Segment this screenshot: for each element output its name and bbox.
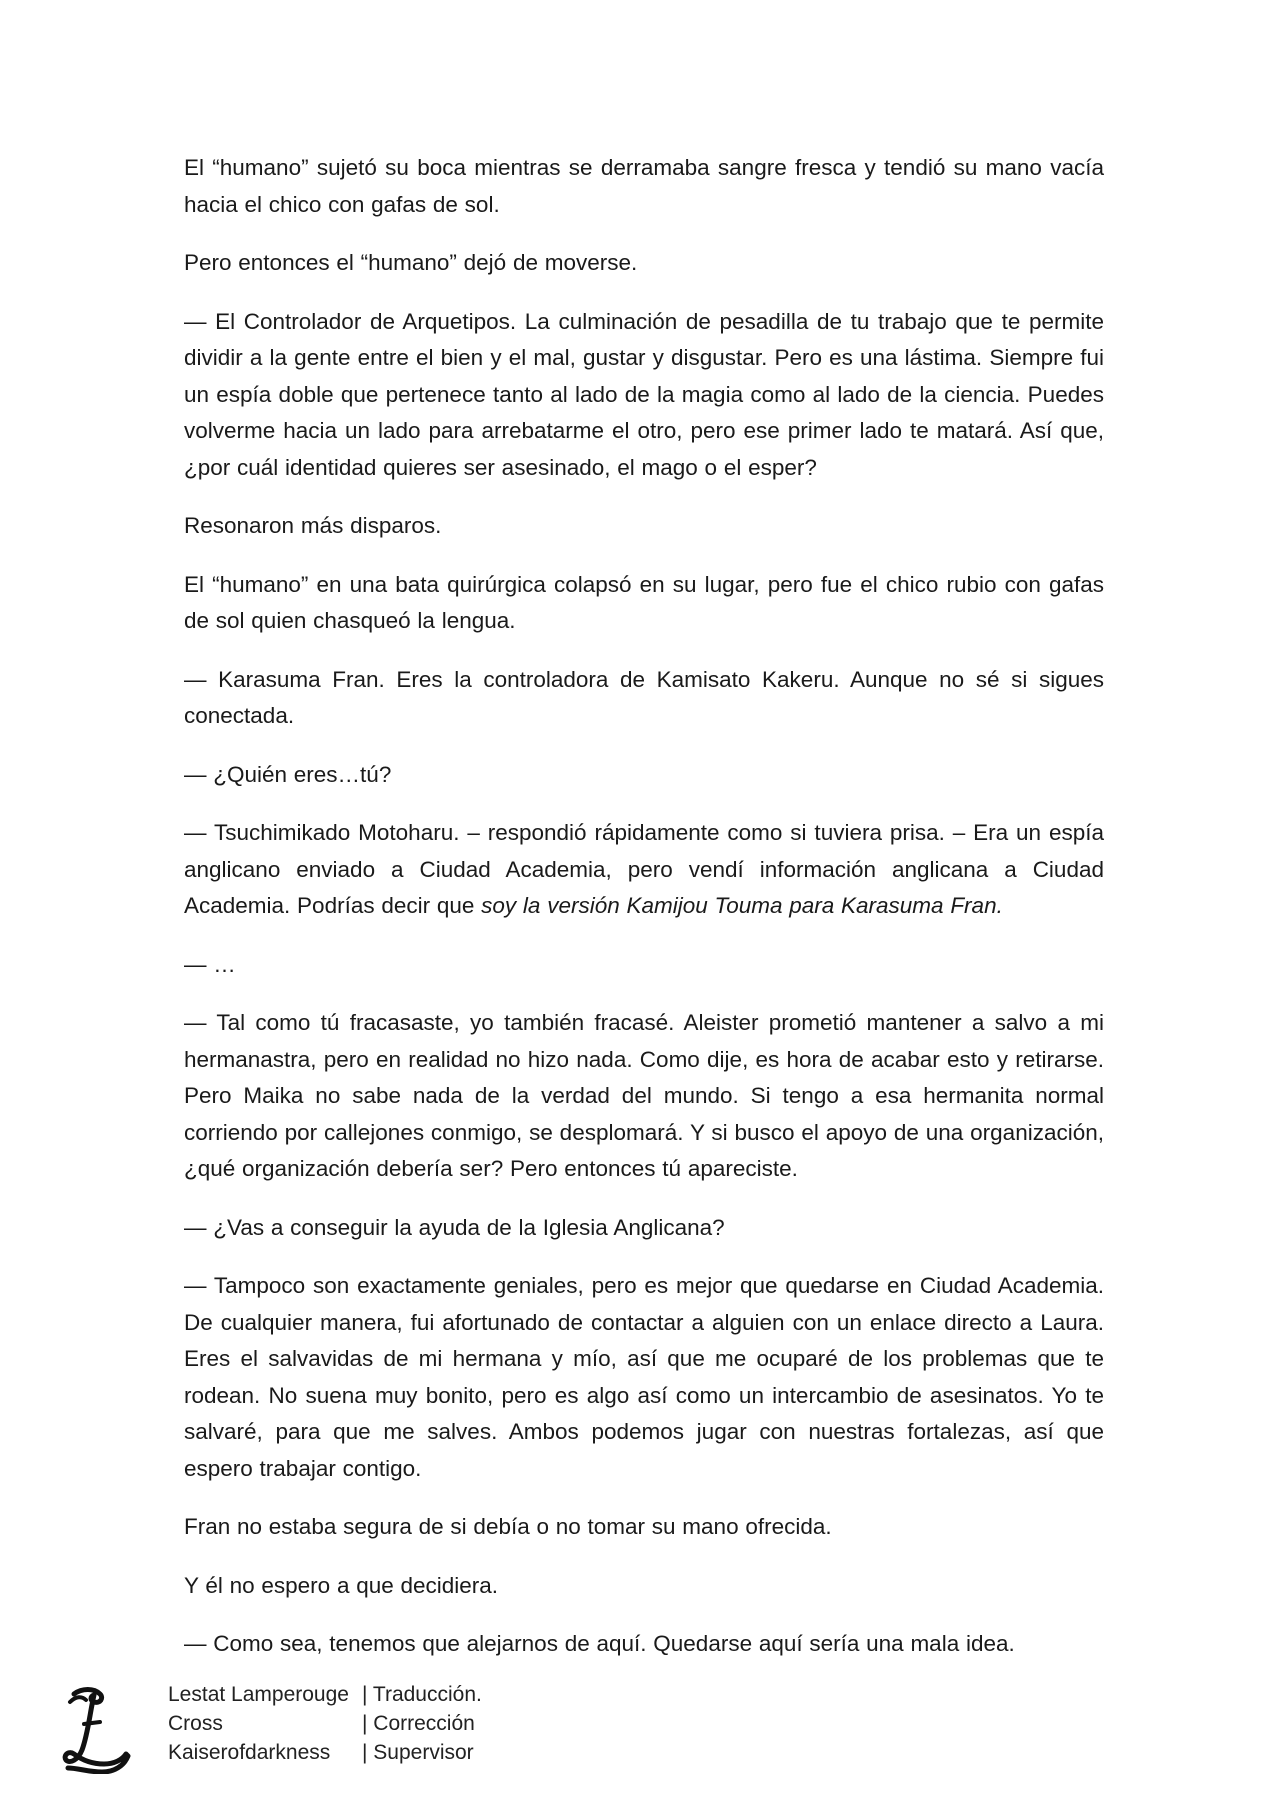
credit-name: Kaiserofdarkness: [168, 1741, 331, 1764]
gothic-L-logo-icon: [60, 1684, 132, 1774]
credits-footer: [60, 1680, 660, 1780]
credit-row: [168, 1709, 482, 1738]
paragraph: El “humano” en una bata quirúrgica colapsó en su lugar, pero fue el chico rubio con gafas de sol quien chasqueó la lengua.: [184, 571, 1104, 633]
paragraph: — ¿Vas a conseguir la ayuda de la Iglesia Anglicana?: [184, 1214, 725, 1240]
italic-phrase: soy la versión Kamijou Touma para Karasuma Fran.: [481, 893, 1003, 918]
paragraph: El “humano” sujetó su boca mientras se derramaba sangre fresca y tendió su mano vacía hacia el chico con gafas de sol.: [184, 155, 1104, 217]
credit-role: | Corrección: [362, 1712, 475, 1735]
paragraph: — …: [184, 951, 236, 977]
credit-row: [168, 1680, 482, 1709]
paragraph: Pero entonces el “humano” dejó de moverse.: [184, 250, 638, 275]
credit-row: [168, 1738, 482, 1767]
paragraph: — ¿Quién eres…tú?: [184, 761, 392, 787]
paragraph: — Karasuma Fran. Eres la controladora de Kamisato Kakeru. Aunque no sé si sigues conectada.: [184, 666, 1104, 728]
paragraph: — El Controlador de Arquetipos. La culminación de pesadilla de tu trabajo que te permite dividir a la gente entre el bien y el mal, gustar y disgustar. Pero es una lástima. Siempre fui un espía doble que pertenece tanto al lado de la magia como al lado de la ciencia. Puedes volverme hacia un lado para arrebatarme el otro, pero ese primer lado te matará. Así que, ¿por cuál identidad quieres ser asesinado, el mago o el esper?: [184, 308, 1104, 480]
page-body: [184, 150, 1104, 1685]
credit-name: Lestat Lamperouge: [168, 1683, 349, 1706]
paragraph: Fran no estaba segura de si debía o no tomar su mano ofrecida.: [184, 1514, 832, 1539]
paragraph: Resonaron más disparos.: [184, 513, 442, 538]
credit-role: | Traducción.: [362, 1683, 482, 1706]
paragraph: — Tampoco son exactamente geniales, pero es mejor que quedarse en Ciudad Academia. De cualquier manera, fui afortunado de contactar a alguien con un enlace directo a Laura. Eres el salvavidas de mi hermana y mío, así que me ocuparé de los problemas que te rodean. No suena muy bonito, pero es algo así como un intercambio de asesinatos. Yo te salvaré, para que me salves. Ambos podemos jugar con nuestras fortalezas, así que espero trabajar contigo.: [184, 1273, 1104, 1481]
paragraph: [184, 815, 1104, 925]
credit-name: Cross: [168, 1712, 223, 1735]
paragraph-text: — Tsuchimikado Motoharu. – respondió rápidamente como si tuviera prisa. – Era un espía anglicano enviado a Ciudad Academia, pero vendí información anglicana a Ciudad Academia. Podrías decir que: [184, 820, 1104, 918]
credits-list: [168, 1680, 482, 1767]
credit-role: | Supervisor: [362, 1741, 474, 1764]
paragraph: — Tal como tú fracasaste, yo también fracasé. Aleister prometió mantener a salvo a mi hermanastra, pero en realidad no hizo nada. Como dije, es hora de acabar esto y retirarse. Pero Maika no sabe nada de la verdad del mundo. Si tengo a esa hermanita normal corriendo por callejones conmigo, se desplomará. Y si busco el apoyo de una organización, ¿qué organización debería ser? Pero entonces tú apareciste.: [184, 1010, 1104, 1181]
paragraph: Y él no espero a que decidiera.: [184, 1572, 499, 1598]
paragraph: — Como sea, tenemos que alejarnos de aquí. Quedarse aquí sería una mala idea.: [184, 1631, 1015, 1656]
